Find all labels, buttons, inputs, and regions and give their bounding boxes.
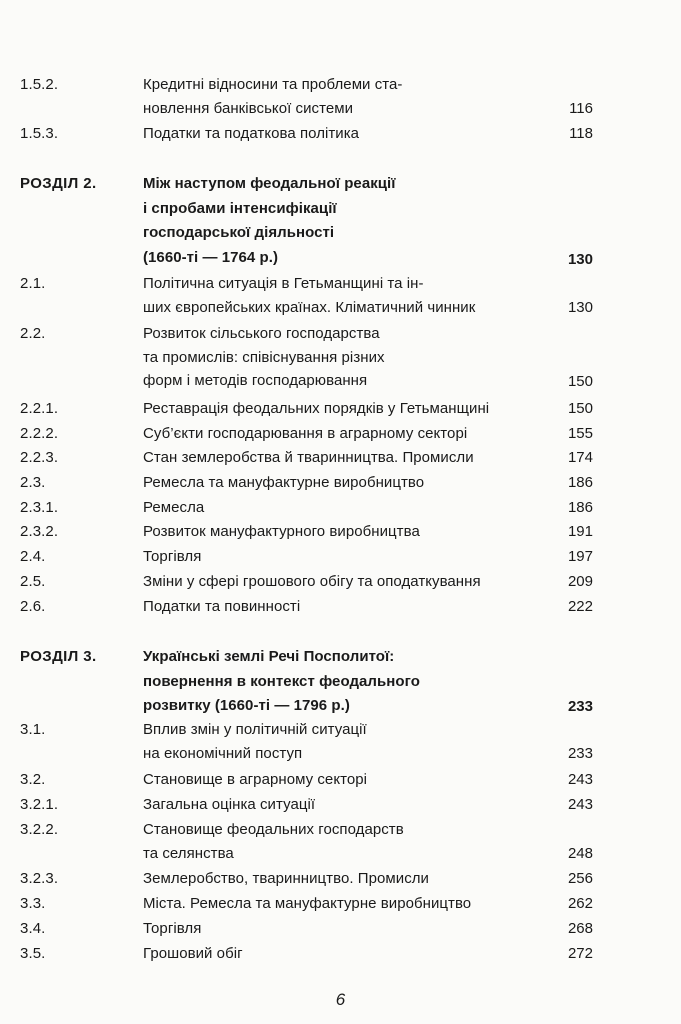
entry-page: 262 (567, 895, 593, 912)
entry-page: 268 (567, 920, 593, 937)
entry-title: Землеробство, тваринництво. Промисли (143, 870, 429, 887)
section-title: Українські землі Речі Посполитої: повернення в контекст феодального розвитку (1660-ті — 1796 р.) (143, 648, 420, 714)
entry-number: 2.2.1. (20, 400, 59, 417)
entry-page: 174 (567, 449, 593, 466)
entry-page: 248 (567, 845, 593, 862)
entry-title: Податки та повинності (143, 598, 301, 615)
entry-number: 2.3.2. (20, 523, 59, 540)
entry-page: 150 (567, 400, 593, 417)
entry-title: Торгівля (143, 548, 202, 565)
entry-number: 2.2.2. (20, 425, 59, 442)
entry-title: Становище в аграрному секторі (143, 771, 368, 788)
entry-title: Розвиток сільського господарства та промислів: співіснування різних форм і методів господарювання (143, 325, 385, 389)
entry-page: 130 (567, 299, 593, 316)
entry-title: Політична ситуація в Гетьманщині та ін- ших європейських країнах. Кліматичний чинник (143, 275, 476, 316)
entry-number: 1.5.3. (20, 125, 59, 142)
entry-number: 2.6. (20, 598, 46, 615)
entry-number: 3.4. (20, 920, 46, 937)
entry-title: Ремесла та мануфактурне виробництво (143, 474, 425, 491)
entry-title: Кредитні відносини та проблеми ста- новлення банківської системи (143, 76, 403, 117)
entry-page: 155 (567, 425, 593, 442)
section-title: Між наступом феодальної реакції і спробами інтенсифікації господарської діяльності (1660-ті — 1764 р.) (143, 175, 396, 266)
entry-page: 272 (567, 945, 593, 962)
entry-number: 3.2.3. (20, 870, 59, 887)
entry-title: Зміни у сфері грошового обігу та оподаткування (143, 573, 481, 590)
entry-page: 209 (567, 573, 593, 590)
entry-title: Реставрація феодальних порядків у Гетьманщині (143, 400, 490, 417)
entry-page: 186 (567, 499, 593, 516)
entry-number: 3.5. (20, 945, 46, 962)
entry-number: 2.4. (20, 548, 46, 565)
entry-page: 233 (567, 745, 593, 762)
entry-page: 150 (567, 373, 593, 390)
entry-number: 3.2.2. (20, 821, 59, 838)
entry-number: 3.1. (20, 721, 46, 738)
entry-number: 3.3. (20, 895, 46, 912)
entry-title: Стан землеробства й тваринництва. Промисли (143, 449, 474, 466)
entry-title: Суб’єкти господарювання в аграрному секторі (143, 425, 468, 442)
entry-title: Становище феодальних господарств та селянства (143, 821, 404, 862)
section-number: РОЗДІЛ 3. (20, 648, 97, 665)
entry-page: 197 (567, 548, 593, 565)
entry-page: 222 (567, 598, 593, 615)
entry-title: Податки та податкова політика (143, 125, 360, 142)
entry-number: 2.2. (20, 325, 46, 342)
entry-title: Міста. Ремесла та мануфактурне виробництво (143, 895, 472, 912)
entry-page: 243 (567, 796, 593, 813)
entry-title: Торгівля (143, 920, 202, 937)
entry-page: 186 (567, 474, 593, 491)
entry-number: 2.1. (20, 275, 46, 292)
entry-number: 2.3.1. (20, 499, 59, 516)
entry-title: Ремесла (143, 499, 205, 516)
section-page: 130 (567, 251, 593, 268)
entry-number: 2.5. (20, 573, 46, 590)
entry-number: 2.3. (20, 474, 46, 491)
entry-title: Вплив змін у політичній ситуації на економічний поступ (143, 721, 367, 762)
entry-title: Загальна оцінка ситуації (143, 796, 316, 813)
section-number: РОЗДІЛ 2. (20, 175, 97, 192)
entry-number: 1.5.2. (20, 76, 59, 93)
entry-title: Розвиток мануфактурного виробництва (143, 523, 420, 540)
page-number: 6 (335, 990, 346, 1009)
entry-number: 3.2. (20, 771, 46, 788)
entry-number: 2.2.3. (20, 449, 59, 466)
entry-number: 3.2.1. (20, 796, 59, 813)
entry-page: 243 (567, 771, 593, 788)
section-page: 233 (567, 698, 593, 715)
entry-page: 118 (569, 125, 593, 142)
entry-page: 116 (569, 100, 593, 117)
entry-title: Грошовий обіг (143, 945, 243, 962)
entry-page: 256 (567, 870, 593, 887)
entry-page: 191 (567, 523, 593, 540)
